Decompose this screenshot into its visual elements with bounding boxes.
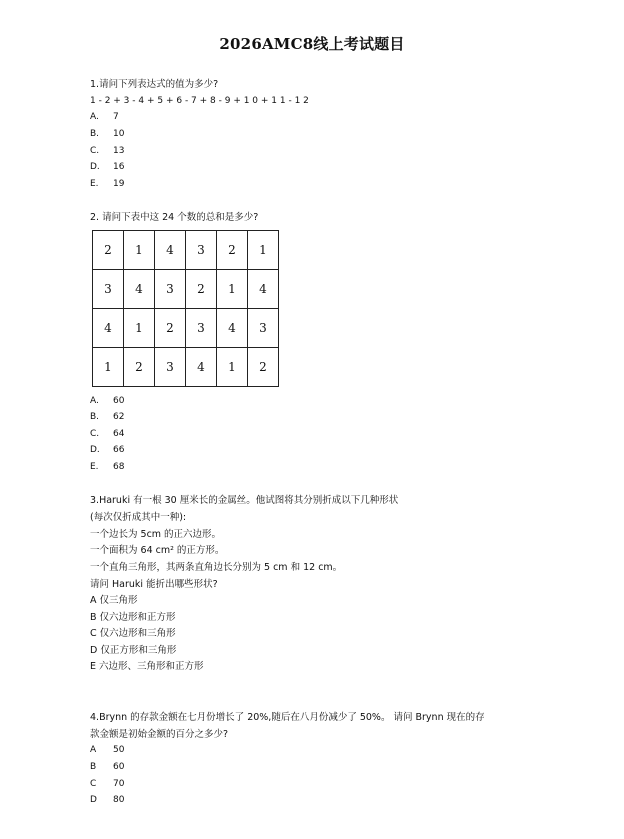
q3-option-a: A 仅三角形: [90, 595, 138, 606]
grid-cell: 1: [248, 231, 279, 270]
q1-option-b: [90, 128, 124, 141]
q3-prompt-line: 请问 Haruki 能折出哪些形状?: [90, 579, 218, 590]
grid-cell: 3: [93, 270, 124, 309]
q4-option-d: [90, 794, 124, 807]
q3-prompt-line: 一个直角三角形，其两条直角边长分别为 5 cm 和 12 cm。: [90, 562, 343, 573]
option-value: 60: [113, 396, 125, 406]
grid-cell: 4: [248, 270, 279, 309]
q1-option-e: [90, 178, 124, 191]
grid-cell: 3: [248, 309, 279, 348]
grid-cell: 1: [217, 270, 248, 309]
grid-cell: 2: [248, 348, 279, 387]
grid-cell: 3: [186, 231, 217, 270]
q1-option-d: [90, 161, 124, 174]
option-letter: D: [90, 795, 97, 805]
q2-option-a: [90, 395, 124, 408]
grid-cell: 2: [155, 309, 186, 348]
option-letter: C.: [90, 429, 100, 439]
grid-cell: 2: [124, 348, 155, 387]
q3-option-b: B 仅六边形和正方形: [90, 612, 176, 623]
page-title: 2026AMC8线上考试题目: [219, 35, 405, 53]
option-letter: D.: [90, 445, 100, 455]
option-value: 19: [113, 179, 125, 189]
table-row: [93, 270, 279, 309]
option-letter: A.: [90, 396, 99, 406]
q2-prompt: 2. 请问下表中这 24 个数的总和是多少?: [90, 212, 259, 223]
option-value: 80: [113, 795, 125, 805]
q2-option-e: [90, 461, 124, 474]
option-value: 16: [113, 162, 125, 172]
grid-cell: 4: [93, 309, 124, 348]
option-value: 7: [113, 112, 119, 122]
q2-option-b: [90, 411, 124, 424]
option-value: 50: [113, 745, 125, 755]
q1-prompt: 1.请问下列表达式的值为多少?: [90, 79, 219, 90]
option-letter: B: [90, 762, 97, 772]
q3-option-e: E 六边形、三角形和正方形: [90, 661, 204, 672]
q2-option-d: [90, 444, 124, 457]
option-letter: C: [90, 779, 97, 789]
q2-option-c: [90, 428, 124, 441]
q4-option-c: [90, 778, 124, 791]
q3-option-d: D 仅正方形和三角形: [90, 645, 177, 656]
option-letter: A.: [90, 112, 99, 122]
q3-prompt-line: 一个边长为 5cm 的正六边形。: [90, 529, 222, 540]
table-row: [93, 309, 279, 348]
q4-option-b: [90, 761, 124, 774]
option-letter: B.: [90, 412, 100, 422]
table-row: [93, 231, 279, 270]
option-letter: C.: [90, 146, 100, 156]
option-value: 10: [113, 129, 125, 139]
grid-cell: 4: [155, 231, 186, 270]
option-value: 62: [113, 412, 125, 422]
grid-cell: 4: [124, 270, 155, 309]
grid-cell: 4: [217, 309, 248, 348]
grid-cell: 2: [186, 270, 217, 309]
q1-option-a: [90, 111, 119, 124]
number-grid: [92, 230, 279, 387]
q3-prompt-line: (每次仅折成其中一种):: [90, 512, 187, 523]
grid-cell: 1: [124, 231, 155, 270]
q3-prompt-line: 一个面积为 64 cm² 的正方形。: [90, 545, 225, 556]
table-row: [93, 348, 279, 387]
q3-prompt-line: 3.Haruki 有一根 30 厘米长的金属丝。他试图将其分别折成以下几种形状: [90, 495, 399, 506]
option-value: 60: [113, 762, 125, 772]
grid-cell: 1: [124, 309, 155, 348]
q4-prompt-line: 4.Brynn 的存款金额在七月份增长了 20%,随后在八月份减少了 50%。 请问 Brynn 现在的存: [90, 712, 485, 723]
grid-cell: 4: [186, 348, 217, 387]
option-value: 70: [113, 779, 125, 789]
option-value: 66: [113, 445, 125, 455]
grid-cell: 3: [186, 309, 217, 348]
option-letter: E.: [90, 462, 99, 472]
grid-cell: 1: [217, 348, 248, 387]
grid-cell: 3: [155, 270, 186, 309]
q4-prompt-line: 款金额是初始金额的百分之多少?: [90, 729, 229, 740]
option-value: 64: [113, 429, 125, 439]
option-letter: E.: [90, 179, 99, 189]
grid-cell: 2: [217, 231, 248, 270]
q1-option-c: [90, 145, 124, 158]
grid-cell: 3: [155, 348, 186, 387]
grid-cell: 2: [93, 231, 124, 270]
q1-expression: 1 - 2 + 3 - 4 + 5 + 6 - 7 + 8 - 9 + 1 0 + 1 1 - 1 2: [90, 96, 309, 106]
option-value: 68: [113, 462, 125, 472]
option-letter: D.: [90, 162, 100, 172]
grid-cell: 1: [93, 348, 124, 387]
q3-option-c: C 仅六边形和三角形: [90, 628, 176, 639]
option-letter: B.: [90, 129, 100, 139]
q4-option-a: [90, 744, 124, 757]
option-letter: A: [90, 745, 97, 755]
option-value: 13: [113, 146, 125, 156]
